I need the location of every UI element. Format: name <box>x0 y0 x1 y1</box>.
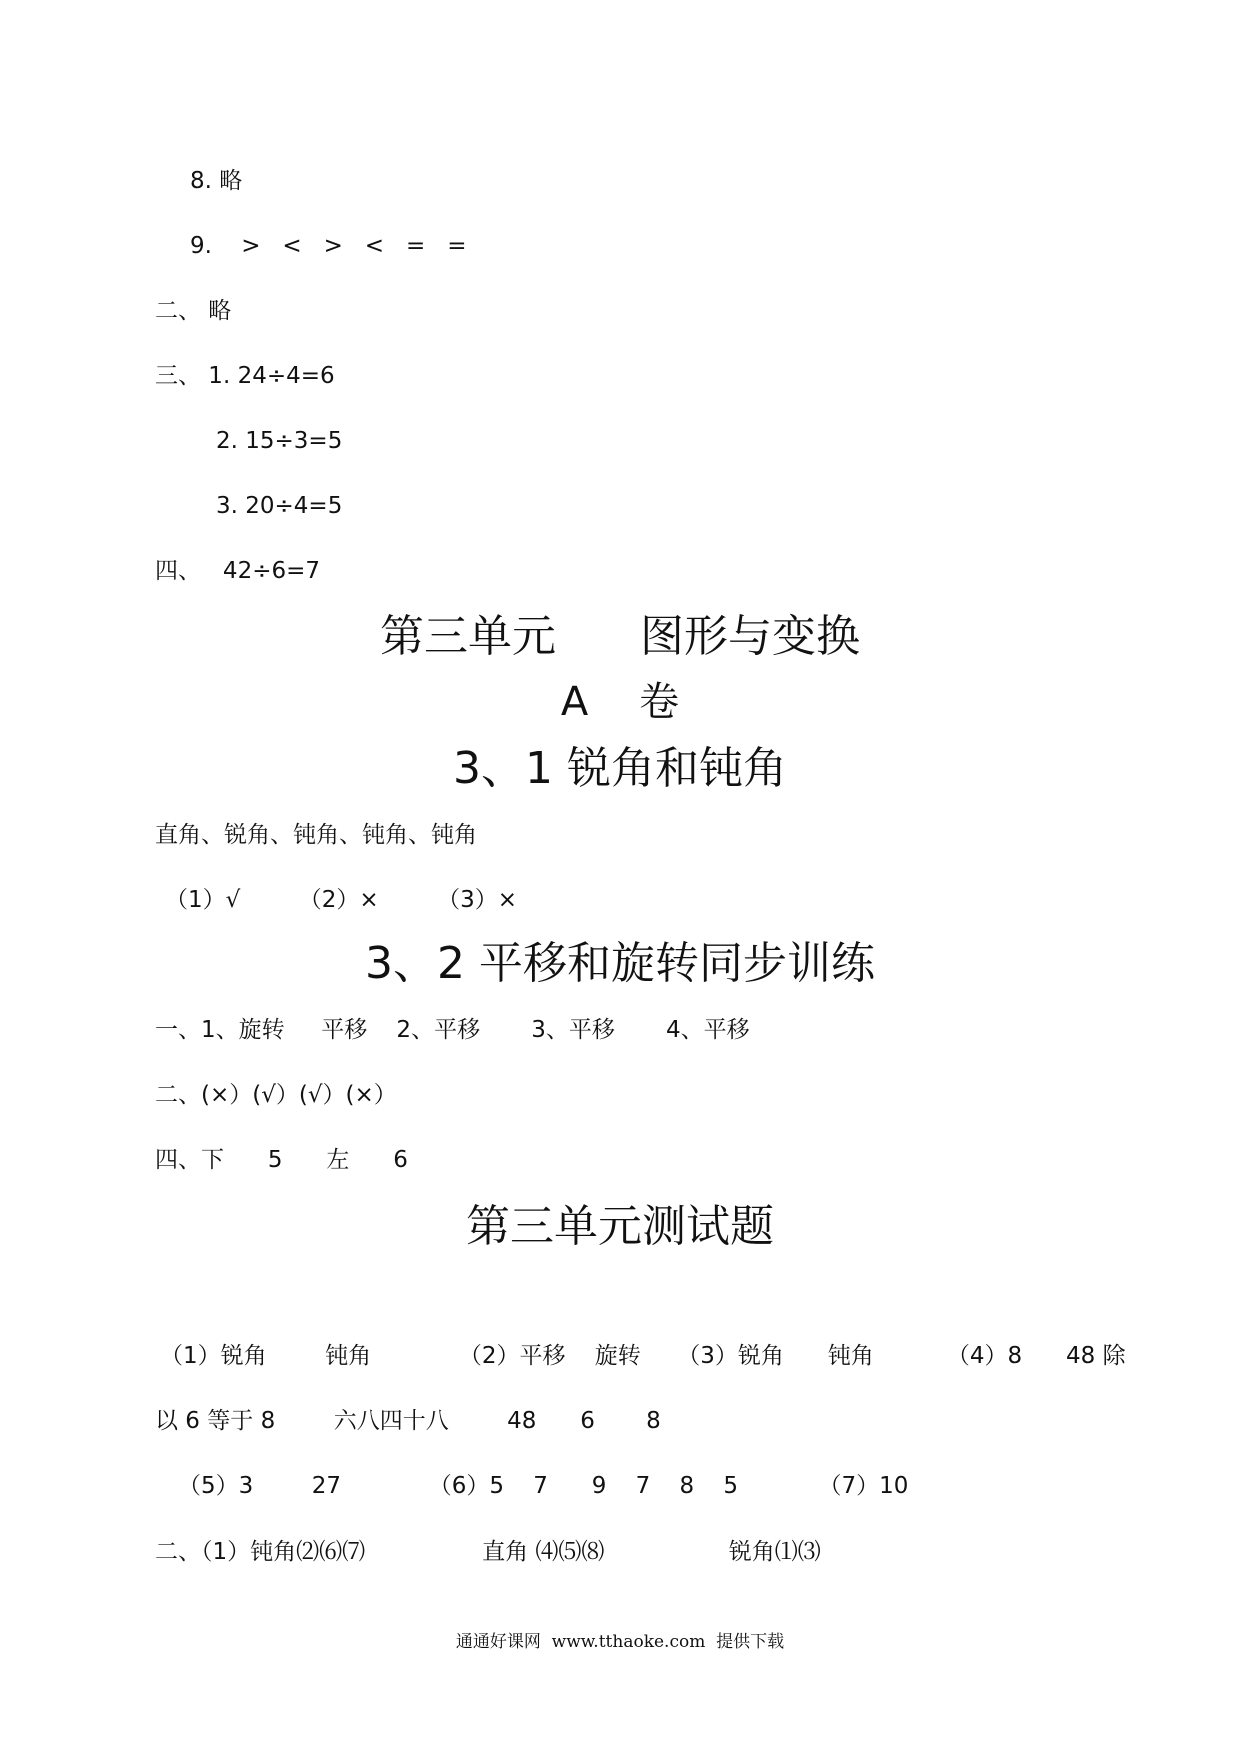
section-3-1-line-2: （1）√ （2）× （3）× <box>165 887 518 913</box>
section-3-2-title: 3、2 平移和旋转同步训练 <box>365 938 875 989</box>
test-line-3: （5）3 27 （6）5 7 9 7 8 5 （7）10 <box>178 1473 909 1499</box>
answer-9: 9. > < > < = = <box>190 233 467 259</box>
test-line-2: 以 6 等于 8 六八四十八 48 6 8 <box>155 1408 661 1434</box>
paper-title: A 卷 <box>560 679 680 725</box>
answer-part-3-3: 3. 20÷4=5 <box>216 493 343 519</box>
section-3-1-title: 3、1 锐角和钝角 <box>453 743 787 794</box>
answer-8: 8. 略 <box>190 168 243 194</box>
section-3-2-line-3: 四、下 5 左 6 <box>155 1147 408 1173</box>
answer-part-4: 四、 42÷6=7 <box>155 558 321 584</box>
test-title: 第三单元测试题 <box>466 1201 774 1252</box>
section-3-2-line-2: 二、(×）(√）(√）(×） <box>155 1082 397 1108</box>
test-line-1: （1）锐角 钝角 （2）平移 旋转 （3）锐角 钝角 （4）8 48 除 <box>160 1343 1126 1369</box>
answer-part-3-1: 三、 1. 24÷4=6 <box>155 363 335 389</box>
answer-part-2: 二、 略 <box>155 298 232 324</box>
section-3-1-line-1: 直角、锐角、钝角、钝角、钝角 <box>155 822 477 848</box>
unit-title: 第三单元 图形与变换 <box>380 611 860 662</box>
test-line-4: 二、（1）钝角⑵⑹⑺ 直角 ⑷⑸⑻ 锐角⑴⑶ <box>155 1539 821 1565</box>
answer-part-3-2: 2. 15÷3=5 <box>216 428 343 454</box>
footer-source: 通通好课网 www.tthaoke.com 提供下载 <box>455 1632 785 1652</box>
section-3-2-line-1: 一、1、旋转 平移 2、平移 3、平移 4、平移 <box>155 1017 750 1043</box>
